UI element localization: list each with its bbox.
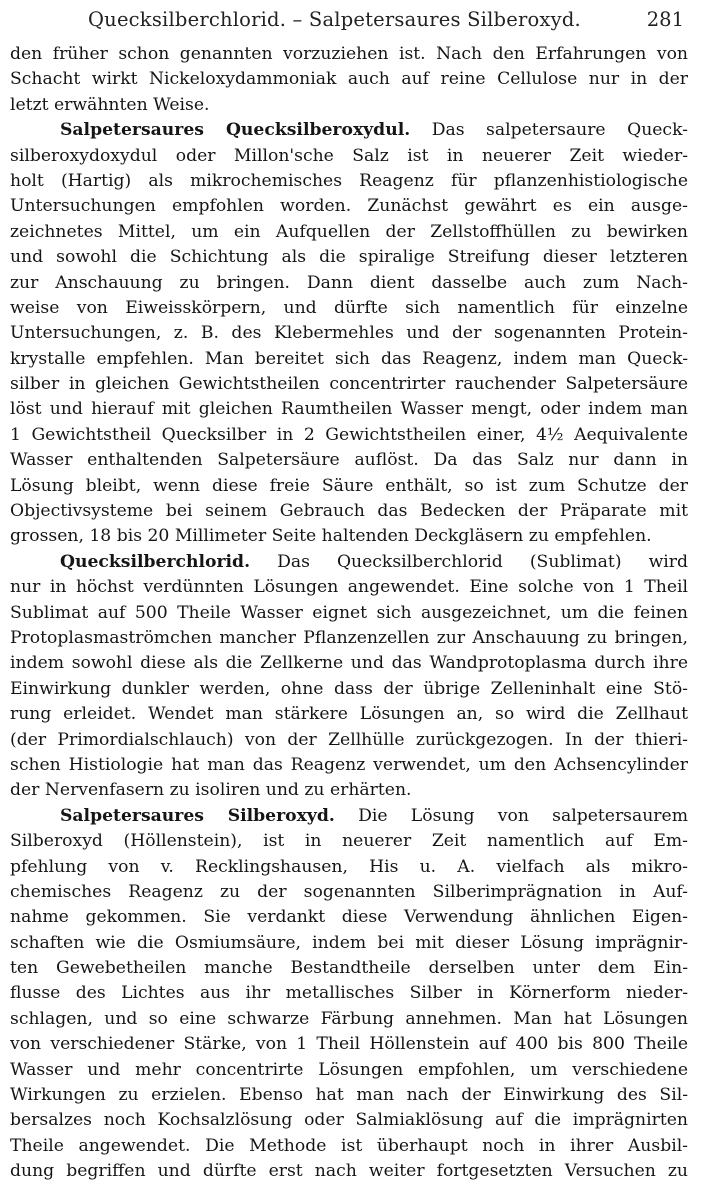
text-line: den früher schon genannten vorzuziehen ist. Nach den Erfahrungen von	[10, 44, 688, 64]
text-line: 1 Gewichtstheil Quecksilber in 2 Gewichtstheilen einer, 4½ Aequivalente	[10, 424, 688, 445]
section-heading: Salpetersaures Quecksilberoxydul.	[60, 120, 411, 141]
text-line: Objectivsysteme bei seinem Gebrauch das Bedecken der Präparate mit	[10, 501, 688, 522]
text-line	[10, 804, 688, 829]
text-line: indem sowohl diese als die Zellkerne und das Wandprotoplasma durch ihre	[10, 653, 688, 674]
text-line	[10, 550, 688, 575]
text-line: schen Histiologie hat man das Reagenz verwendet, um den Achsencylinder	[10, 754, 688, 775]
text-line: von verschiedener Stärke, von 1 Theil Höllenstein auf 400 bis 800 Theile	[10, 1034, 688, 1055]
text-line: der Nervenfasern zu isoliren und zu erhärten.	[10, 780, 412, 801]
text-line: rung erleidet. Wendet man stärkere Lösungen an, so wird die Zellhaut	[10, 704, 688, 725]
text-line: Untersuchungen empfohlen worden. Zunächst gewährt es ein ausge-	[10, 196, 688, 217]
running-head	[10, 6, 688, 42]
text-line: flusse des Lichtes aus ihr metallisches Silber in Körnerform nieder-	[10, 983, 688, 1004]
text-line: grossen, 18 bis 20 Millimeter Seite haltenden Deckgläsern zu empfehlen.	[10, 526, 652, 547]
text-line: silberoxydoxydul oder Millon'sche Salz ist in neuerer Zeit wieder-	[10, 145, 688, 166]
section-heading: Quecksilberchlorid.	[60, 551, 251, 572]
text-line: pfehlung von v. Recklingshausen, His u. A. vielfach als mikro-	[10, 856, 688, 877]
text-line: Wasser enthaltenden Salpetersäure auflöst. Da das Salz nur dann in	[10, 450, 688, 471]
text-line: zur Anschauung zu bringen. Dann dient dasselbe auch zum Nach-	[10, 272, 688, 293]
paragraph-silberoxyd	[10, 804, 688, 1185]
text-span: Das salpetersaure Queck-	[431, 120, 688, 141]
text-line: Lösung bleibt, wenn diese freie Säure enthält, so ist zum Schutze der	[10, 475, 688, 496]
page-number: 281	[646, 8, 684, 31]
text-line	[10, 118, 688, 143]
text-line: Wasser und mehr concentrirte Lösungen empfohlen, um verschiedene	[10, 1059, 688, 1080]
text-line: Wirkungen zu erzielen. Ebenso hat man nach der Einwirkung des Sil-	[10, 1085, 688, 1106]
text-line: chemisches Reagenz zu der sogenannten Silberimprägnation in Auf-	[10, 881, 688, 902]
paragraph-quecksilberchlorid	[10, 550, 688, 804]
text-line: löst und hierauf mit gleichen Raumtheilen Wasser mengt, oder indem man	[10, 399, 688, 420]
text-line: schaften wie die Osmiumsäure, indem bei mit dieser Lösung imprägnir-	[10, 932, 688, 953]
text-line: Sublimat auf 500 Theile Wasser eignet sich ausgezeichnet, um die feinen	[10, 602, 688, 623]
text-span: Das Quecksilberchlorid (Sublimat) wird	[277, 551, 688, 572]
paragraph-quecksilberoxydul	[10, 118, 688, 550]
text-line: krystalle empfehlen. Man bereitet sich das Reagenz, indem man Queck-	[10, 348, 688, 369]
text-line: schlagen, und so eine schwarze Färbung annehmen. Man hat Lösungen	[10, 1008, 688, 1029]
text-span: Die Lösung von salpetersaurem	[358, 805, 688, 826]
text-line: weise von Eiweisskörpern, und dürfte sich namentlich für einzelne	[10, 297, 688, 318]
text-line: dung begriffen und dürfte erst nach weiter fortgesetzten Versuchen zu	[10, 1161, 688, 1182]
text-line: nur in höchst verdünnten Lösungen angewendet. Eine solche von 1 Theil	[10, 577, 688, 598]
text-line: Schacht wirkt Nickeloxydammoniak auch auf reine Cellulose nur in der	[10, 69, 688, 90]
text-line: Theile angewendet. Die Methode ist überhaupt noch in ihrer Ausbil-	[10, 1135, 688, 1156]
text-line: Protoplasmaströmchen mancher Pflanzenzellen zur Anschauung zu bringen,	[10, 627, 688, 648]
text-line: und sowohl die Schichtung als die spiralige Streifung dieser letzteren	[10, 247, 688, 268]
text-line: (der Primordialschlauch) von der Zellhülle zurückgezogen. In der thieri-	[10, 729, 688, 750]
text-line: nahme gekommen. Sie verdankt diese Verwendung ähnlichen Eigen-	[10, 907, 688, 928]
body-text	[10, 42, 688, 1185]
text-line: silber in gleichen Gewichtstheilen concentrirter rauchender Salpetersäure	[10, 374, 688, 395]
text-line: Silberoxyd (Höllenstein), ist in neuerer Zeit namentlich auf Em-	[10, 831, 688, 852]
text-line: letzt erwähnten Weise.	[10, 94, 210, 115]
text-line: zeichnetes Mittel, um ein Aufquellen der Zellstoffhüllen zu bewirken	[10, 221, 688, 242]
paragraph-continuation	[10, 42, 688, 118]
text-line: bersalzes noch Kochsalzlösung oder Salmiaklösung auf die imprägnirten	[10, 1110, 688, 1131]
text-line: Untersuchungen, z. B. des Klebermehles und der sogenannten Protein-	[10, 323, 688, 344]
text-line: holt (Hartig) als mikrochemisches Reagenz für pflanzenhistiologische	[10, 170, 688, 191]
section-heading: Salpetersaures Silberoxyd.	[60, 805, 335, 826]
running-title: Quecksilberchlorid. – Salpetersaures Silberoxyd.	[88, 8, 581, 31]
text-line: Einwirkung dunkler werden, ohne dass der übrige Zelleninhalt eine Stö-	[10, 678, 688, 699]
text-line: ten Gewebetheilen manche Bestandtheile derselben unter dem Ein-	[10, 958, 688, 979]
